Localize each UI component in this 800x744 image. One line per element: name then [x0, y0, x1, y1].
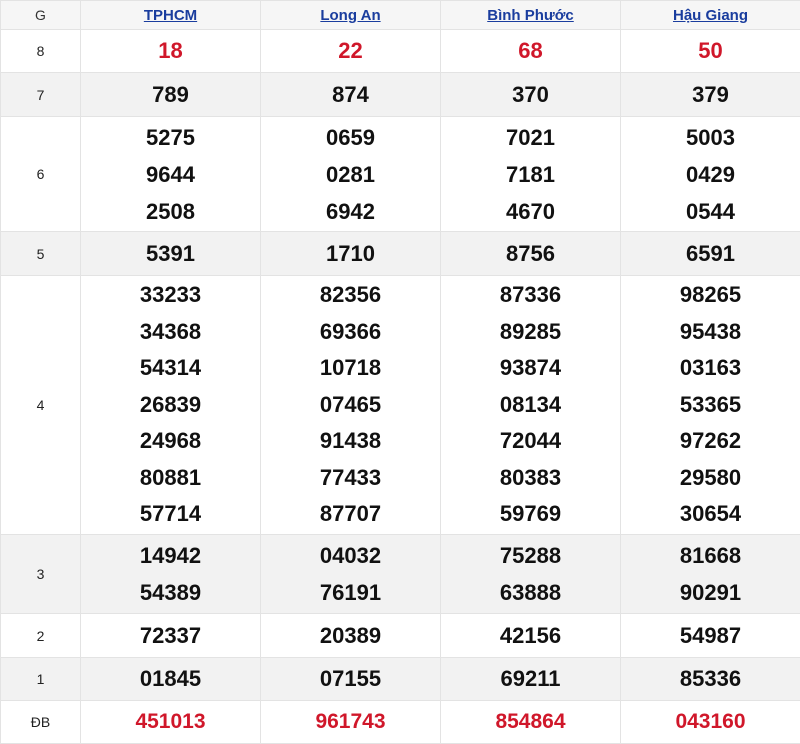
province-link-tphcm[interactable]: TPHCM: [144, 7, 197, 24]
prize-number: 50: [621, 38, 800, 64]
prize-cell: [81, 535, 261, 614]
prize-cell: [261, 535, 441, 614]
prize-number: 6591: [621, 241, 800, 267]
prize-number: 0429: [621, 156, 800, 193]
prize-cell: [441, 535, 621, 614]
prize-cell: [81, 658, 261, 701]
prize-cell: [441, 117, 621, 232]
prize-number: 24968: [81, 423, 260, 460]
prize-number: 95438: [621, 314, 800, 351]
prize-number: 53365: [621, 387, 800, 424]
prize-number: 30654: [621, 496, 800, 533]
prize-cell: [441, 658, 621, 701]
prize-number: 07155: [261, 666, 440, 692]
prize-cell: [441, 232, 621, 276]
prize-label: 6: [1, 117, 81, 232]
prize-number: 81668: [621, 537, 800, 574]
prize-cell: [621, 535, 800, 614]
prize-number: 14942: [81, 537, 260, 574]
prize-number: 33233: [81, 277, 260, 314]
province-header: [441, 1, 621, 30]
prize-label: 5: [1, 232, 81, 276]
prize-number: 90291: [621, 574, 800, 611]
prize-cell: [621, 30, 800, 73]
prize-number: 85336: [621, 666, 800, 692]
prize-cell: [81, 30, 261, 73]
prize-row-6: [1, 117, 800, 232]
prize-number: 2508: [81, 193, 260, 230]
prize-row-2: [1, 614, 800, 658]
prize-cell: [621, 614, 800, 658]
prize-number: 59769: [441, 496, 620, 533]
province-link-binh-phuoc[interactable]: Bình Phước: [487, 7, 574, 24]
special-prize-number: 961743: [261, 710, 440, 734]
prize-number: 6942: [261, 193, 440, 230]
prize-cell: [261, 701, 441, 744]
prize-cell: [81, 276, 261, 535]
prize-number: 379: [621, 82, 800, 108]
prize-cell: [81, 117, 261, 232]
prize-row-3: [1, 535, 800, 614]
prize-column-header: G: [1, 1, 81, 30]
prize-cell: [81, 614, 261, 658]
prize-number: 82356: [261, 277, 440, 314]
prize-number: 7181: [441, 156, 620, 193]
prize-cell: [441, 73, 621, 117]
prize-row-7: [1, 73, 800, 117]
prize-label: 4: [1, 276, 81, 535]
prize-number: 07465: [261, 387, 440, 424]
prize-number: 4670: [441, 193, 620, 230]
prize-cell: [621, 73, 800, 117]
prize-number: 98265: [621, 277, 800, 314]
prize-number: 91438: [261, 423, 440, 460]
prize-number: 22: [261, 38, 440, 64]
prize-cell: [441, 614, 621, 658]
prize-number: 42156: [441, 623, 620, 649]
prize-number: 76191: [261, 574, 440, 611]
prize-cell: [441, 276, 621, 535]
prize-number: 5275: [81, 119, 260, 156]
prize-cell: [261, 614, 441, 658]
prize-number: 5003: [621, 119, 800, 156]
prize-number: 72044: [441, 423, 620, 460]
prize-cell: [81, 232, 261, 276]
prize-number: 97262: [621, 423, 800, 460]
prize-number: 8756: [441, 241, 620, 267]
prize-row-4: [1, 276, 800, 535]
prize-number: 80881: [81, 460, 260, 497]
special-prize-number: 451013: [81, 710, 260, 734]
prize-number: 26839: [81, 387, 260, 424]
prize-number: 0544: [621, 193, 800, 230]
prize-number: 54389: [81, 574, 260, 611]
prize-number: 18: [81, 38, 260, 64]
prize-number: 789: [81, 82, 260, 108]
province-link-long-an[interactable]: Long An: [320, 7, 380, 24]
prize-number: 87707: [261, 496, 440, 533]
prize-number: 69211: [441, 666, 620, 692]
prize-number: 54314: [81, 350, 260, 387]
prize-cell: [81, 701, 261, 744]
prize-number: 03163: [621, 350, 800, 387]
prize-number: 54987: [621, 623, 800, 649]
prize-cell: [621, 701, 800, 744]
prize-cell: [81, 73, 261, 117]
prize-number: 08134: [441, 387, 620, 424]
prize-number: 63888: [441, 574, 620, 611]
prize-label: 1: [1, 658, 81, 701]
prize-number: 01845: [81, 666, 260, 692]
special-prize-number: 854864: [441, 710, 620, 734]
prize-number: 69366: [261, 314, 440, 351]
prize-cell: [621, 117, 800, 232]
prize-number: 04032: [261, 537, 440, 574]
header-row: [1, 1, 800, 30]
prize-number: 9644: [81, 156, 260, 193]
prize-row-1: [1, 658, 800, 701]
prize-number: 77433: [261, 460, 440, 497]
prize-number: 93874: [441, 350, 620, 387]
prize-cell: [261, 30, 441, 73]
prize-label: ĐB: [1, 701, 81, 744]
prize-number: 370: [441, 82, 620, 108]
prize-number: 68: [441, 38, 620, 64]
prize-number: 72337: [81, 623, 260, 649]
prize-cell: [621, 276, 800, 535]
prize-row-special: [1, 701, 800, 744]
prize-label: 7: [1, 73, 81, 117]
prize-cell: [441, 30, 621, 73]
province-header: [261, 1, 441, 30]
province-header: [621, 1, 800, 30]
prize-number: 80383: [441, 460, 620, 497]
prize-cell: [261, 276, 441, 535]
prize-label: 2: [1, 614, 81, 658]
prize-number: 1710: [261, 241, 440, 267]
prize-row-5: [1, 232, 800, 276]
prize-label: 3: [1, 535, 81, 614]
prize-number: 0659: [261, 119, 440, 156]
prize-cell: [621, 232, 800, 276]
prize-cell: [261, 73, 441, 117]
province-link-hau-giang[interactable]: Hậu Giang: [673, 7, 748, 24]
special-prize-number: 043160: [621, 710, 800, 734]
prize-cell: [261, 232, 441, 276]
prize-row-8: [1, 30, 800, 73]
prize-number: 34368: [81, 314, 260, 351]
prize-number: 0281: [261, 156, 440, 193]
prize-number: 7021: [441, 119, 620, 156]
province-header: [81, 1, 261, 30]
prize-number: 10718: [261, 350, 440, 387]
prize-number: 75288: [441, 537, 620, 574]
prize-number: 29580: [621, 460, 800, 497]
prize-label: 8: [1, 30, 81, 73]
prize-cell: [261, 117, 441, 232]
prize-cell: [441, 701, 621, 744]
prize-number: 5391: [81, 241, 260, 267]
prize-number: 87336: [441, 277, 620, 314]
prize-cell: [621, 658, 800, 701]
prize-number: 874: [261, 82, 440, 108]
prize-number: 20389: [261, 623, 440, 649]
prize-number: 57714: [81, 496, 260, 533]
prize-cell: [261, 658, 441, 701]
prize-number: 89285: [441, 314, 620, 351]
